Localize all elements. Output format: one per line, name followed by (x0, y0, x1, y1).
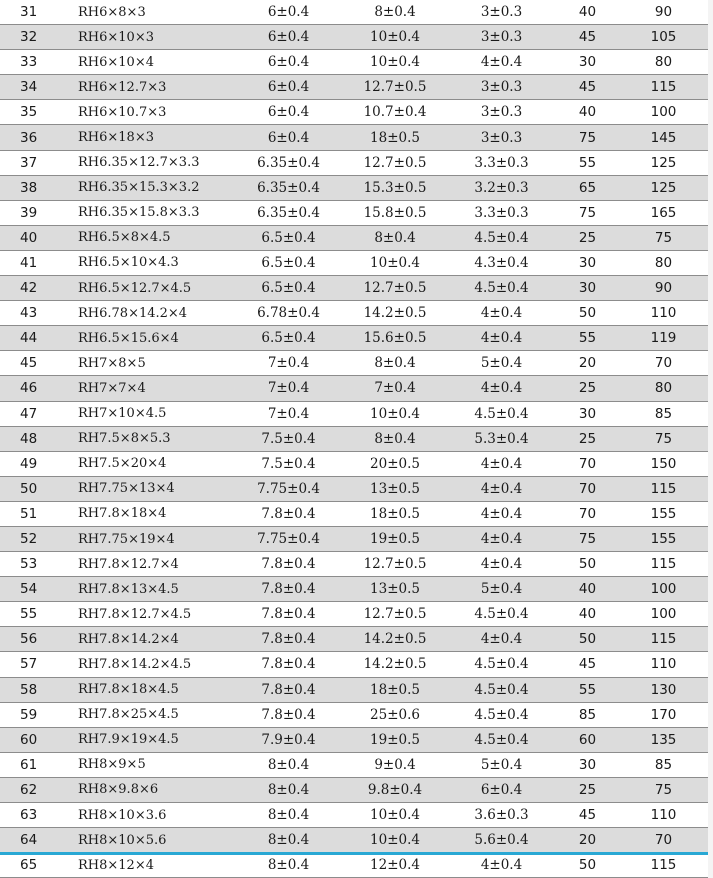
model-code-cell: RH6×12.7×3 (68, 75, 234, 100)
model-code-cell: RH7.8×14.2×4 (68, 627, 234, 652)
dimension-b-cell: 14.2±0.5 (343, 301, 447, 326)
dimension-c-cell: 3±0.3 (447, 0, 556, 25)
dimension-b-cell: 12.7±0.5 (343, 150, 447, 175)
dimension-c-cell: 3±0.3 (447, 75, 556, 100)
row-number-cell: 38 (0, 175, 68, 200)
dimension-c-cell: 4±0.4 (447, 476, 556, 501)
dimension-a-cell: 8±0.4 (234, 803, 343, 828)
dimension-b-cell: 10±0.4 (343, 401, 447, 426)
value-2-cell: 85 (619, 401, 708, 426)
row-number-cell: 47 (0, 401, 68, 426)
dimension-c-cell: 4.5±0.4 (447, 602, 556, 627)
value-2-cell: 80 (619, 250, 708, 275)
value-1-cell: 85 (556, 702, 619, 727)
model-code-cell: RH6.5×12.7×4.5 (68, 276, 234, 301)
dimension-b-cell: 12.7±0.5 (343, 75, 447, 100)
model-code-cell: RH7×8×5 (68, 351, 234, 376)
table-row (0, 652, 708, 677)
dimension-c-cell: 3±0.3 (447, 100, 556, 125)
value-1-cell: 20 (556, 828, 619, 853)
dimension-a-cell: 6.5±0.4 (234, 276, 343, 301)
dimension-c-cell: 3.6±0.3 (447, 803, 556, 828)
table-row (0, 552, 708, 577)
row-number-cell: 44 (0, 326, 68, 351)
dimension-c-cell: 4.3±0.4 (447, 250, 556, 275)
dimension-a-cell: 8±0.4 (234, 777, 343, 802)
dimension-c-cell: 4±0.4 (447, 50, 556, 75)
dimension-a-cell: 6.78±0.4 (234, 301, 343, 326)
table-row (0, 75, 708, 100)
value-2-cell: 105 (619, 25, 708, 50)
dimension-b-cell: 10±0.4 (343, 803, 447, 828)
dimension-a-cell: 6±0.4 (234, 100, 343, 125)
dimension-b-cell: 25±0.6 (343, 702, 447, 727)
table-row (0, 50, 708, 75)
value-1-cell: 30 (556, 250, 619, 275)
dimension-b-cell: 7±0.4 (343, 376, 447, 401)
value-2-cell: 125 (619, 150, 708, 175)
row-number-cell: 43 (0, 301, 68, 326)
value-1-cell: 25 (556, 225, 619, 250)
row-number-cell: 55 (0, 602, 68, 627)
dimension-a-cell: 7±0.4 (234, 376, 343, 401)
model-code-cell: RH8×12×4 (68, 853, 234, 878)
row-number-cell: 34 (0, 75, 68, 100)
table-row (0, 853, 708, 878)
dimension-b-cell: 10±0.4 (343, 250, 447, 275)
dimension-c-cell: 4.5±0.4 (447, 677, 556, 702)
row-number-cell: 40 (0, 225, 68, 250)
dimension-a-cell: 7.8±0.4 (234, 677, 343, 702)
value-2-cell: 75 (619, 225, 708, 250)
table-row (0, 25, 708, 50)
value-1-cell: 30 (556, 276, 619, 301)
model-code-cell: RH8×10×3.6 (68, 803, 234, 828)
value-2-cell: 115 (619, 476, 708, 501)
value-2-cell: 115 (619, 627, 708, 652)
value-1-cell: 50 (556, 627, 619, 652)
value-2-cell: 165 (619, 200, 708, 225)
dimension-b-cell: 19±0.5 (343, 727, 447, 752)
dimension-a-cell: 7.8±0.4 (234, 702, 343, 727)
model-code-cell: RH6×8×3 (68, 0, 234, 25)
value-1-cell: 20 (556, 351, 619, 376)
row-number-cell: 57 (0, 652, 68, 677)
row-number-cell: 49 (0, 451, 68, 476)
dimension-a-cell: 6±0.4 (234, 125, 343, 150)
dimension-a-cell: 6.35±0.4 (234, 150, 343, 175)
dimension-c-cell: 4±0.4 (447, 853, 556, 878)
dimension-c-cell: 4±0.4 (447, 501, 556, 526)
value-1-cell: 75 (556, 125, 619, 150)
value-2-cell: 110 (619, 301, 708, 326)
value-2-cell: 70 (619, 828, 708, 853)
dimension-a-cell: 6.35±0.4 (234, 200, 343, 225)
dimension-c-cell: 3.3±0.3 (447, 150, 556, 175)
dimension-a-cell: 6±0.4 (234, 0, 343, 25)
value-1-cell: 45 (556, 803, 619, 828)
value-2-cell: 75 (619, 777, 708, 802)
dimension-b-cell: 10±0.4 (343, 828, 447, 853)
value-1-cell: 70 (556, 451, 619, 476)
dimension-c-cell: 4±0.4 (447, 627, 556, 652)
row-number-cell: 39 (0, 200, 68, 225)
table-row (0, 577, 708, 602)
value-2-cell: 80 (619, 50, 708, 75)
model-code-cell: RH7.8×12.7×4.5 (68, 602, 234, 627)
table-row (0, 451, 708, 476)
value-1-cell: 40 (556, 577, 619, 602)
value-1-cell: 50 (556, 301, 619, 326)
table-row (0, 476, 708, 501)
dimension-b-cell: 8±0.4 (343, 351, 447, 376)
dimension-c-cell: 3±0.3 (447, 125, 556, 150)
table-row (0, 602, 708, 627)
model-code-cell: RH7.8×13×4.5 (68, 577, 234, 602)
dimension-c-cell: 4±0.4 (447, 526, 556, 551)
table-row (0, 351, 708, 376)
table-row (0, 376, 708, 401)
value-1-cell: 25 (556, 426, 619, 451)
value-1-cell: 45 (556, 652, 619, 677)
model-code-cell: RH7.9×19×4.5 (68, 727, 234, 752)
model-code-cell: RH6.35×15.8×3.3 (68, 200, 234, 225)
value-1-cell: 55 (556, 150, 619, 175)
dimension-b-cell: 13±0.5 (343, 476, 447, 501)
dimension-c-cell: 5.6±0.4 (447, 828, 556, 853)
value-2-cell: 100 (619, 100, 708, 125)
value-1-cell: 45 (556, 25, 619, 50)
dimension-b-cell: 12.7±0.5 (343, 602, 447, 627)
value-2-cell: 115 (619, 75, 708, 100)
dimension-c-cell: 3±0.3 (447, 25, 556, 50)
dimension-b-cell: 12.7±0.5 (343, 552, 447, 577)
dimension-c-cell: 4.5±0.4 (447, 276, 556, 301)
table-row (0, 702, 708, 727)
table-row (0, 150, 708, 175)
dimension-b-cell: 18±0.5 (343, 501, 447, 526)
row-number-cell: 60 (0, 727, 68, 752)
row-number-cell: 33 (0, 50, 68, 75)
dimension-b-cell: 14.2±0.5 (343, 652, 447, 677)
dimension-b-cell: 12.7±0.5 (343, 276, 447, 301)
dimension-a-cell: 6±0.4 (234, 25, 343, 50)
value-1-cell: 60 (556, 727, 619, 752)
row-number-cell: 32 (0, 25, 68, 50)
dimension-a-cell: 7.75±0.4 (234, 476, 343, 501)
table-row (0, 526, 708, 551)
row-number-cell: 41 (0, 250, 68, 275)
model-code-cell: RH7.8×14.2×4.5 (68, 652, 234, 677)
model-code-cell: RH7.5×8×5.3 (68, 426, 234, 451)
row-number-cell: 46 (0, 376, 68, 401)
model-code-cell: RH6.78×14.2×4 (68, 301, 234, 326)
row-number-cell: 59 (0, 702, 68, 727)
row-number-cell: 64 (0, 828, 68, 853)
dimension-a-cell: 7.8±0.4 (234, 577, 343, 602)
dimension-a-cell: 7.8±0.4 (234, 627, 343, 652)
dimension-c-cell: 6±0.4 (447, 777, 556, 802)
value-1-cell: 70 (556, 501, 619, 526)
table-row (0, 627, 708, 652)
value-2-cell: 150 (619, 451, 708, 476)
table-row (0, 100, 708, 125)
dimension-a-cell: 8±0.4 (234, 752, 343, 777)
model-code-cell: RH6.5×10×4.3 (68, 250, 234, 275)
row-number-cell: 36 (0, 125, 68, 150)
dimension-c-cell: 4±0.4 (447, 301, 556, 326)
dimension-a-cell: 7±0.4 (234, 351, 343, 376)
dimension-b-cell: 15.6±0.5 (343, 326, 447, 351)
dimension-b-cell: 20±0.5 (343, 451, 447, 476)
dimension-b-cell: 8±0.4 (343, 0, 447, 25)
row-number-cell: 37 (0, 150, 68, 175)
dimension-c-cell: 4±0.4 (447, 451, 556, 476)
value-1-cell: 45 (556, 75, 619, 100)
bottom-accent-line (0, 852, 708, 855)
dimension-b-cell: 13±0.5 (343, 577, 447, 602)
table-row (0, 301, 708, 326)
row-number-cell: 35 (0, 100, 68, 125)
dimension-a-cell: 7.8±0.4 (234, 652, 343, 677)
value-1-cell: 40 (556, 602, 619, 627)
dimension-b-cell: 19±0.5 (343, 526, 447, 551)
model-code-cell: RH6.35×15.3×3.2 (68, 175, 234, 200)
dimension-c-cell: 5±0.4 (447, 752, 556, 777)
value-2-cell: 125 (619, 175, 708, 200)
value-2-cell: 145 (619, 125, 708, 150)
value-2-cell: 100 (619, 602, 708, 627)
table-row (0, 501, 708, 526)
row-number-cell: 51 (0, 501, 68, 526)
dimension-c-cell: 4.5±0.4 (447, 702, 556, 727)
dimension-a-cell: 7±0.4 (234, 401, 343, 426)
value-2-cell: 170 (619, 702, 708, 727)
value-1-cell: 40 (556, 0, 619, 25)
dimension-a-cell: 6.5±0.4 (234, 250, 343, 275)
value-2-cell: 155 (619, 501, 708, 526)
value-2-cell: 115 (619, 853, 708, 878)
dimension-a-cell: 7.9±0.4 (234, 727, 343, 752)
model-code-cell: RH6×10×3 (68, 25, 234, 50)
model-code-cell: RH6×10.7×3 (68, 100, 234, 125)
dimension-a-cell: 8±0.4 (234, 853, 343, 878)
row-number-cell: 50 (0, 476, 68, 501)
value-1-cell: 50 (556, 552, 619, 577)
dimension-c-cell: 5.3±0.4 (447, 426, 556, 451)
dimension-a-cell: 6.5±0.4 (234, 326, 343, 351)
value-2-cell: 85 (619, 752, 708, 777)
model-code-cell: RH6.5×8×4.5 (68, 225, 234, 250)
table-row (0, 828, 708, 853)
value-2-cell: 135 (619, 727, 708, 752)
dimension-b-cell: 18±0.5 (343, 125, 447, 150)
value-1-cell: 50 (556, 853, 619, 878)
table-row (0, 803, 708, 828)
table-row (0, 727, 708, 752)
dimension-c-cell: 3.2±0.3 (447, 175, 556, 200)
value-2-cell: 110 (619, 803, 708, 828)
dimension-c-cell: 4.5±0.4 (447, 401, 556, 426)
dimension-a-cell: 7.5±0.4 (234, 426, 343, 451)
row-number-cell: 42 (0, 276, 68, 301)
model-code-cell: RH7×7×4 (68, 376, 234, 401)
table-row (0, 225, 708, 250)
dimension-a-cell: 7.8±0.4 (234, 501, 343, 526)
value-2-cell: 70 (619, 351, 708, 376)
value-2-cell: 115 (619, 552, 708, 577)
value-2-cell: 100 (619, 577, 708, 602)
dimension-b-cell: 10±0.4 (343, 50, 447, 75)
dimension-a-cell: 6±0.4 (234, 50, 343, 75)
value-2-cell: 155 (619, 526, 708, 551)
dimension-c-cell: 5±0.4 (447, 577, 556, 602)
row-number-cell: 56 (0, 627, 68, 652)
value-2-cell: 90 (619, 0, 708, 25)
model-code-cell: RH8×9.8×6 (68, 777, 234, 802)
model-code-cell: RH7.8×25×4.5 (68, 702, 234, 727)
table-row (0, 777, 708, 802)
model-code-cell: RH6×10×4 (68, 50, 234, 75)
row-number-cell: 45 (0, 351, 68, 376)
dimension-b-cell: 9.8±0.4 (343, 777, 447, 802)
value-1-cell: 75 (556, 526, 619, 551)
row-number-cell: 65 (0, 853, 68, 878)
dimension-c-cell: 3.3±0.3 (447, 200, 556, 225)
value-2-cell: 110 (619, 652, 708, 677)
row-number-cell: 61 (0, 752, 68, 777)
dimension-a-cell: 6±0.4 (234, 75, 343, 100)
value-1-cell: 30 (556, 752, 619, 777)
dimension-a-cell: 7.8±0.4 (234, 602, 343, 627)
dimension-c-cell: 4±0.4 (447, 376, 556, 401)
model-code-cell: RH8×9×5 (68, 752, 234, 777)
row-number-cell: 54 (0, 577, 68, 602)
dimension-c-cell: 4.5±0.4 (447, 652, 556, 677)
dimension-b-cell: 15.3±0.5 (343, 175, 447, 200)
dimension-b-cell: 8±0.4 (343, 225, 447, 250)
value-1-cell: 65 (556, 175, 619, 200)
value-2-cell: 90 (619, 276, 708, 301)
dimension-b-cell: 15.8±0.5 (343, 200, 447, 225)
table-row (0, 426, 708, 451)
table-row (0, 175, 708, 200)
model-code-cell: RH7.8×12.7×4 (68, 552, 234, 577)
dimension-b-cell: 8±0.4 (343, 426, 447, 451)
row-number-cell: 63 (0, 803, 68, 828)
dimension-b-cell: 10.7±0.4 (343, 100, 447, 125)
dimension-a-cell: 7.75±0.4 (234, 526, 343, 551)
dimension-c-cell: 4.5±0.4 (447, 727, 556, 752)
model-code-cell: RH6.5×15.6×4 (68, 326, 234, 351)
dimension-b-cell: 10±0.4 (343, 25, 447, 50)
table-row (0, 125, 708, 150)
model-code-cell: RH7.8×18×4 (68, 501, 234, 526)
table-row (0, 326, 708, 351)
model-code-cell: RH6×18×3 (68, 125, 234, 150)
dimension-b-cell: 18±0.5 (343, 677, 447, 702)
value-1-cell: 25 (556, 777, 619, 802)
row-number-cell: 52 (0, 526, 68, 551)
model-code-cell: RH7×10×4.5 (68, 401, 234, 426)
value-1-cell: 30 (556, 401, 619, 426)
dimension-a-cell: 6.5±0.4 (234, 225, 343, 250)
row-number-cell: 58 (0, 677, 68, 702)
model-code-cell: RH6.35×12.7×3.3 (68, 150, 234, 175)
dimension-b-cell: 9±0.4 (343, 752, 447, 777)
table-row (0, 677, 708, 702)
dimension-b-cell: 14.2±0.5 (343, 627, 447, 652)
table-row (0, 401, 708, 426)
row-number-cell: 53 (0, 552, 68, 577)
value-2-cell: 75 (619, 426, 708, 451)
value-1-cell: 75 (556, 200, 619, 225)
table-row (0, 276, 708, 301)
model-code-cell: RH7.75×13×4 (68, 476, 234, 501)
value-1-cell: 40 (556, 100, 619, 125)
dimension-a-cell: 7.5±0.4 (234, 451, 343, 476)
value-1-cell: 25 (556, 376, 619, 401)
dimension-a-cell: 7.8±0.4 (234, 552, 343, 577)
value-2-cell: 130 (619, 677, 708, 702)
dimension-b-cell: 12±0.4 (343, 853, 447, 878)
value-2-cell: 119 (619, 326, 708, 351)
row-number-cell: 48 (0, 426, 68, 451)
value-1-cell: 55 (556, 677, 619, 702)
model-code-cell: RH7.75×19×4 (68, 526, 234, 551)
table-row (0, 200, 708, 225)
row-number-cell: 31 (0, 0, 68, 25)
table-row (0, 752, 708, 777)
table-row (0, 250, 708, 275)
value-2-cell: 80 (619, 376, 708, 401)
dimension-a-cell: 8±0.4 (234, 828, 343, 853)
value-1-cell: 30 (556, 50, 619, 75)
dimension-c-cell: 5±0.4 (447, 351, 556, 376)
model-code-cell: RH8×10×5.6 (68, 828, 234, 853)
dimension-c-cell: 4±0.4 (447, 326, 556, 351)
dimension-a-cell: 6.35±0.4 (234, 175, 343, 200)
dimension-c-cell: 4±0.4 (447, 552, 556, 577)
value-1-cell: 70 (556, 476, 619, 501)
value-1-cell: 55 (556, 326, 619, 351)
model-code-cell: RH7.8×18×4.5 (68, 677, 234, 702)
table-row (0, 0, 708, 25)
model-code-cell: RH7.5×20×4 (68, 451, 234, 476)
dimension-c-cell: 4.5±0.4 (447, 225, 556, 250)
row-number-cell: 62 (0, 777, 68, 802)
